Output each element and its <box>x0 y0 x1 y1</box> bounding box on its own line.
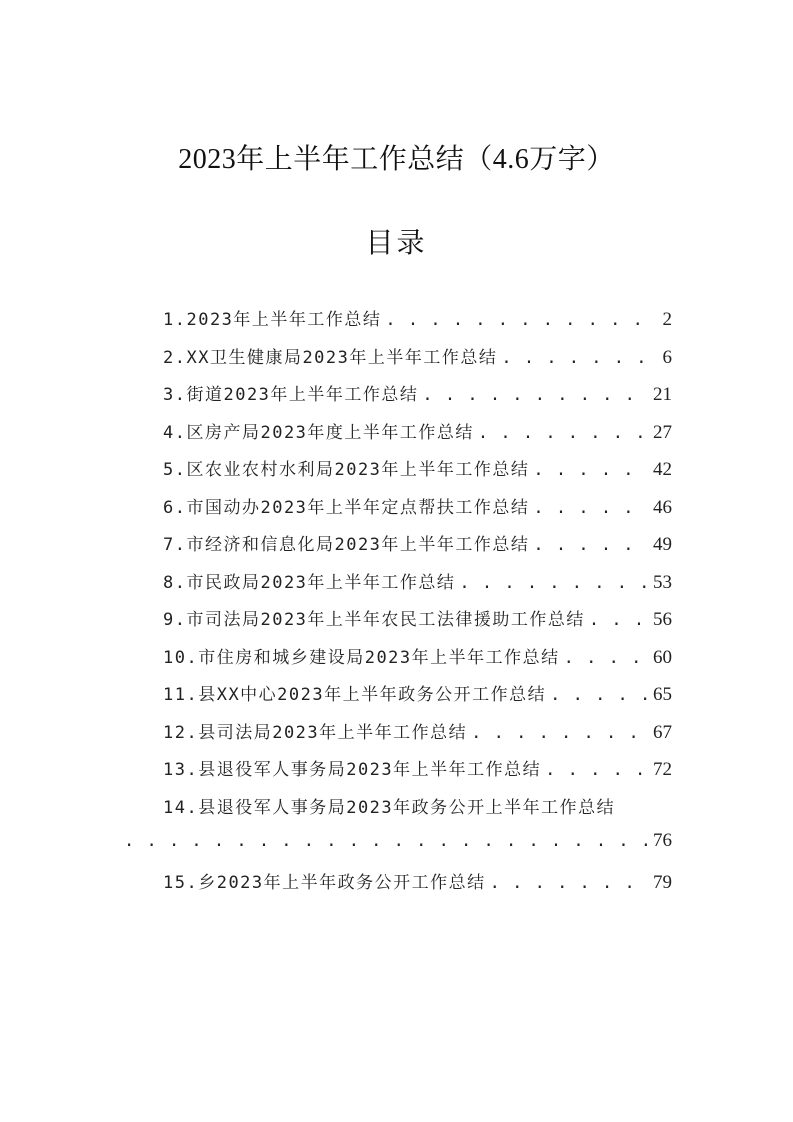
toc-entry-page: 60 <box>653 646 672 668</box>
toc-entry[interactable] <box>163 643 672 673</box>
dot-leader <box>501 348 658 368</box>
toc-entry-label: 7.市经济和信息化局2023年上半年工作总结 <box>163 535 530 555</box>
dot-leader <box>533 498 649 518</box>
toc-entry[interactable] <box>163 793 672 823</box>
toc-entry-label: 8.市民政局2023年上半年工作总结 <box>163 572 456 593</box>
toc-entry-continuation[interactable] <box>124 830 672 860</box>
toc-entry-page: 49 <box>653 534 672 555</box>
toc-entry-label: 14.县退役军人事务局2023年政务公开上半年工作总结 <box>163 797 616 818</box>
toc-entry-label: 13.县退役军人事务局2023年上半年工作总结 <box>163 760 542 780</box>
toc-entry[interactable] <box>163 568 672 598</box>
toc-entry-page: 76 <box>653 830 672 851</box>
toc-entry-label: 15.乡2023年上半年政务公开工作总结 <box>163 872 486 893</box>
dot-leader <box>385 310 658 330</box>
toc-entry-page: 27 <box>653 421 672 443</box>
toc-entry[interactable] <box>163 718 672 748</box>
toc-entry-label: 4.区房产局2023年度上半年工作总结 <box>163 422 474 443</box>
toc-entry-label: 10.市住房和城乡建设局2023年上半年工作总结 <box>163 647 560 668</box>
toc-entry-label: 12.县司法局2023年上半年工作总结 <box>163 722 468 743</box>
toc-entry[interactable] <box>163 605 672 635</box>
toc-entry-label: 11.县XX中心2023年上半年政务公开工作总结 <box>163 685 547 705</box>
toc-entry[interactable] <box>163 868 672 898</box>
toc-entry-page: 53 <box>653 571 672 593</box>
dot-leader <box>545 760 649 780</box>
toc-entry-page: 21 <box>653 384 672 405</box>
toc-entry-page: 79 <box>653 871 672 893</box>
toc-entry-label: 2.XX卫生健康局2023年上半年工作总结 <box>163 347 498 368</box>
toc-entry-page: 46 <box>653 496 672 518</box>
document-title: 2023年上半年工作总结（4.6万字） <box>178 144 615 175</box>
toc-entry-page: 2 <box>662 309 672 330</box>
dot-leader <box>422 385 649 405</box>
dot-leader <box>471 723 649 743</box>
toc-entry[interactable] <box>163 755 672 785</box>
toc-entry-label: 3.街道2023年上半年工作总结 <box>163 385 419 405</box>
toc-entry[interactable] <box>163 380 672 410</box>
toc-entry[interactable] <box>163 305 672 335</box>
dot-leader <box>459 573 649 593</box>
toc-entry-page: 72 <box>653 759 672 780</box>
dot-leader <box>550 685 649 705</box>
toc-entry[interactable] <box>163 493 672 523</box>
dot-leader <box>533 535 649 555</box>
dot-leader <box>478 423 649 443</box>
toc-entry[interactable] <box>163 530 672 560</box>
toc-entry[interactable] <box>163 680 672 710</box>
dot-leader <box>124 831 649 851</box>
toc-entry[interactable] <box>163 418 672 448</box>
dot-leader <box>490 873 649 893</box>
toc-entry-label: 6.市国动办2023年上半年定点帮扶工作总结 <box>163 497 530 518</box>
toc-entry[interactable] <box>163 343 672 373</box>
toc-entry-page: 67 <box>653 721 672 743</box>
toc-entry-page: 56 <box>653 609 672 630</box>
toc-entry[interactable] <box>163 455 672 485</box>
dot-leader <box>589 610 649 630</box>
toc-entry-page: 65 <box>653 684 672 705</box>
dot-leader <box>533 460 649 480</box>
toc-entry-page: 6 <box>662 346 672 368</box>
toc-heading: 目录 <box>365 228 428 259</box>
dot-leader <box>564 648 649 668</box>
toc-entry-label: 5.区农业农村水利局2023年上半年工作总结 <box>163 460 530 480</box>
toc-entry-label: 9.市司法局2023年上半年农民工法律援助工作总结 <box>163 610 585 630</box>
toc-entry-label: 1.2023年上半年工作总结 <box>163 310 382 330</box>
toc-entry-page: 42 <box>653 459 672 480</box>
